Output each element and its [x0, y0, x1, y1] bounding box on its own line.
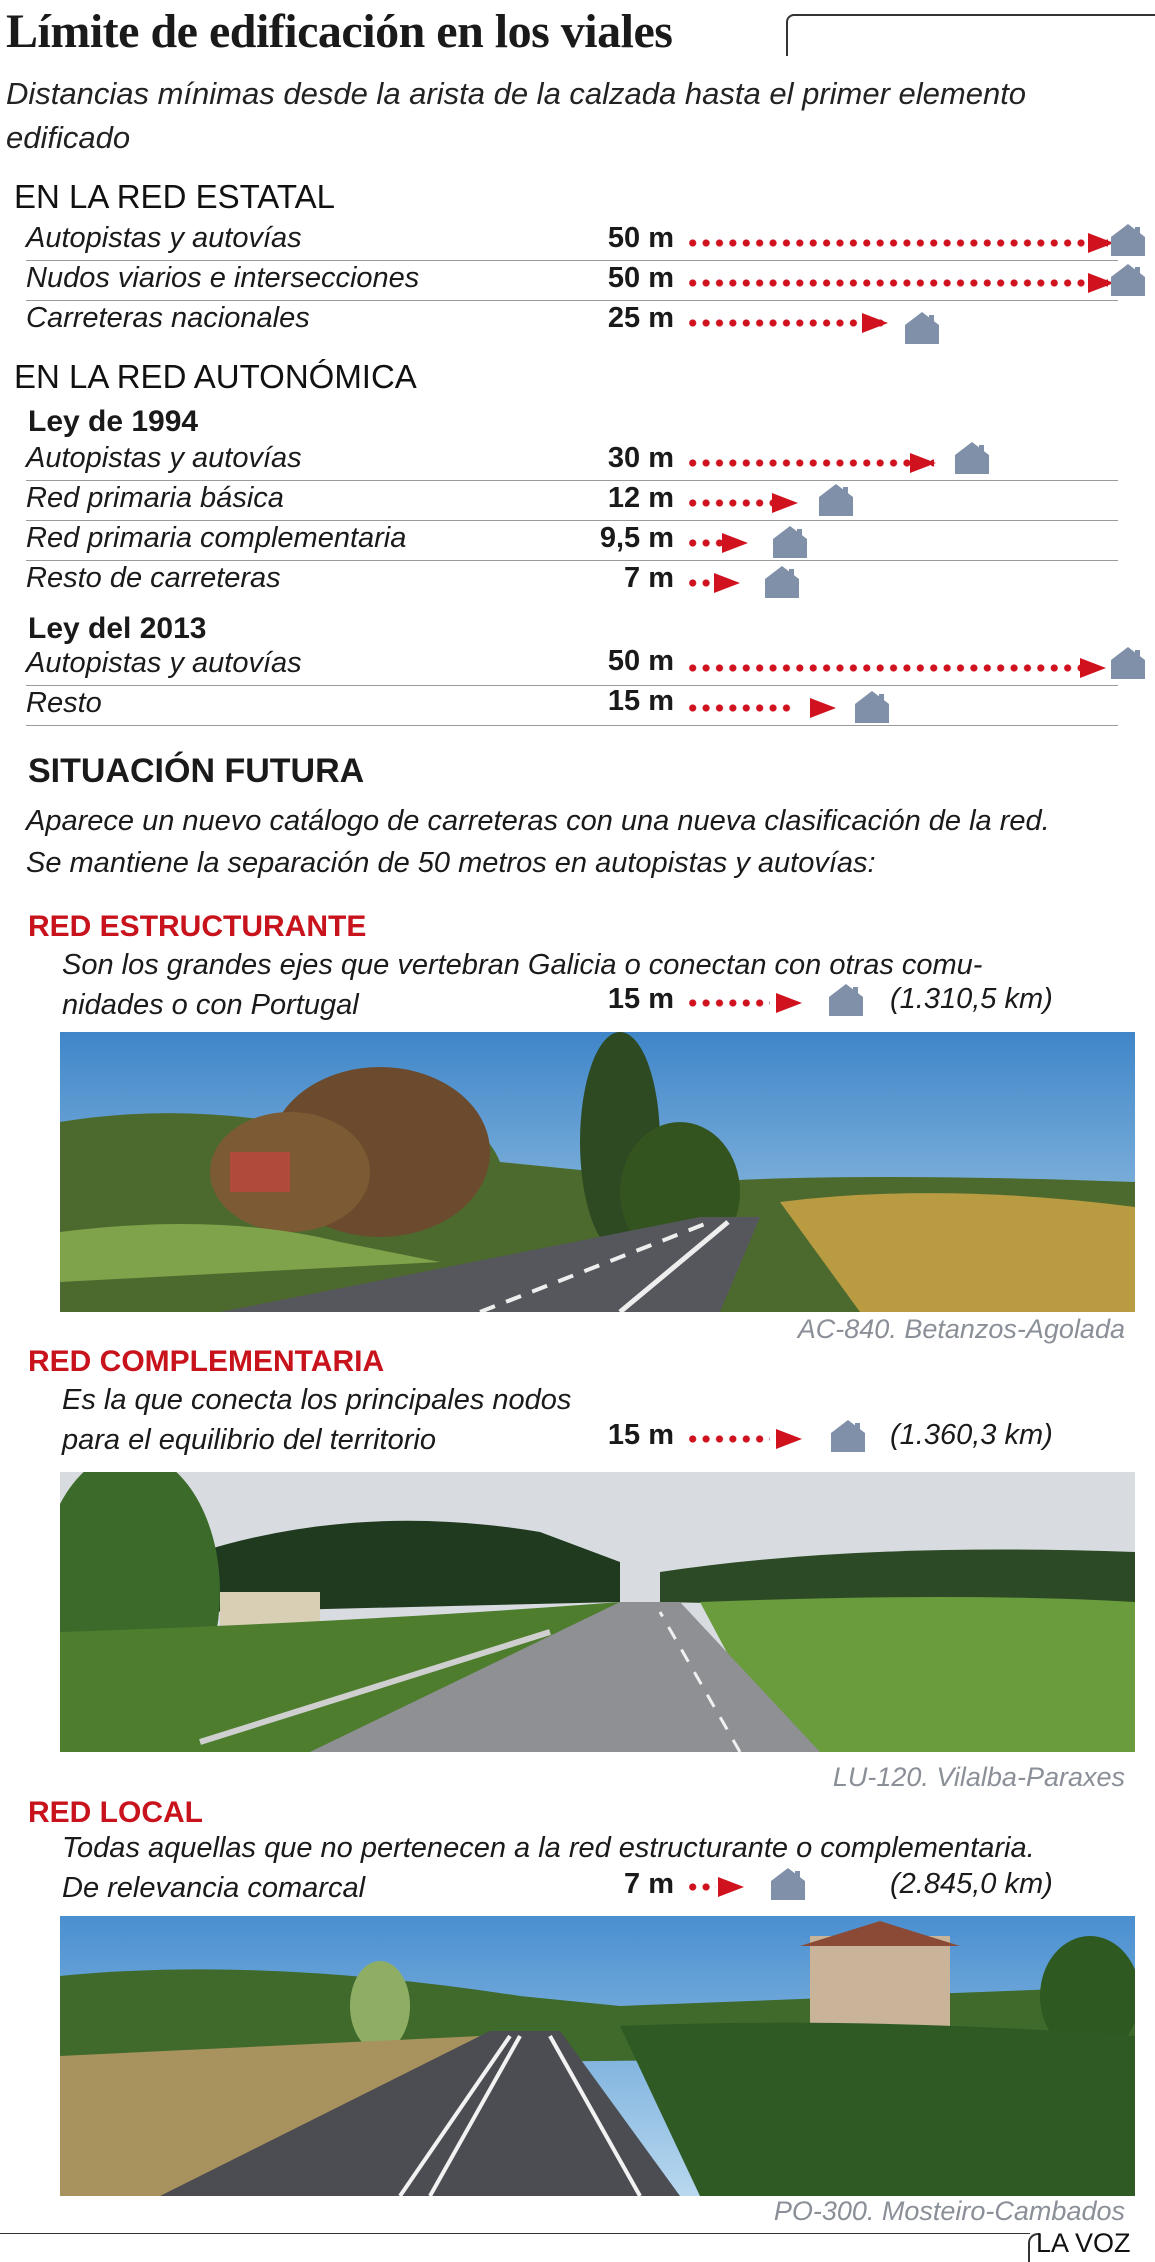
photo-po-300 [60, 1916, 1135, 2196]
dotted-arrow [686, 278, 1108, 288]
house-icon [952, 440, 992, 476]
house-icon [768, 1866, 808, 1902]
distance-value: 25 m [607, 302, 674, 334]
house-icon [828, 1418, 868, 1454]
row-estatal-nacionales [26, 300, 1118, 340]
subheading-ley-1994: Ley de 1994 [28, 405, 199, 438]
row-label: Resto de carreteras [26, 562, 281, 594]
desc-line: Es la que conecta los principales nodos [62, 1384, 572, 1416]
row-2013-autopistas [26, 645, 1118, 685]
dotted-arrow [686, 498, 776, 508]
dotted-arrow [686, 1882, 716, 1892]
distance-value: 50 m [607, 222, 674, 254]
page-title: Límite de edificación en los viales [6, 5, 673, 58]
row-label: Autopistas y autovías [26, 442, 302, 474]
dotted-arrow [686, 703, 792, 713]
row-label: Autopistas y autovías [26, 647, 302, 679]
house-icon [1108, 222, 1148, 258]
page-subtitle: Distancias mínimas desde la arista de la calzada hasta el primer elemento edificado [6, 76, 1027, 155]
network-length: (1.360,3 km) [890, 1419, 1053, 1451]
desc-line: De relevancia comarcal [62, 1872, 366, 1904]
row-estatal-autopistas [26, 220, 1118, 260]
dotted-arrow [686, 318, 884, 328]
section-heading-estatal: EN LA RED ESTATAL [14, 178, 335, 215]
distance-value: 7 m [624, 1868, 674, 1900]
road-photo-illustration [60, 1032, 1135, 1312]
red-local-heading: RED LOCAL [28, 1796, 203, 1829]
road-photo-illustration [60, 1472, 1135, 1752]
house-icon [770, 524, 810, 560]
house-icon [1108, 645, 1148, 681]
network-length: (2.845,0 km) [890, 1868, 1053, 1900]
arrow-head [776, 993, 802, 1013]
arrow-head [722, 533, 748, 553]
row-2013-resto [26, 685, 1118, 725]
arrow-head [910, 453, 936, 473]
photo-caption: LU-120. Vilalba-Paraxes [832, 1762, 1125, 1792]
photo-caption: PO-300. Mosteiro-Cambados [773, 2196, 1125, 2226]
network-length: (1.310,5 km) [890, 983, 1053, 1015]
red-estructurante-heading: RED ESTRUCTURANTE [28, 910, 367, 943]
arrow-head [772, 493, 798, 513]
section-heading-autonomica: EN LA RED AUTONÓMICA [14, 358, 417, 395]
row-estatal-nudos [26, 260, 1118, 300]
arrow-head [776, 1429, 802, 1449]
dotted-arrow [686, 998, 770, 1008]
house-icon [902, 310, 942, 346]
road-photo-illustration [60, 1916, 1135, 2196]
title-rule [786, 14, 1155, 56]
house-icon [816, 482, 856, 518]
red-complementaria-desc [62, 1380, 571, 1460]
red-complementaria-heading: RED COMPLEMENTARIA [28, 1345, 385, 1378]
dotted-arrow [686, 458, 934, 468]
distance-value: 12 m [607, 482, 674, 514]
house-icon [762, 564, 802, 600]
arrow-head [1080, 658, 1106, 678]
distance-value: 15 m [607, 685, 674, 717]
photo-ac-840 [60, 1032, 1135, 1312]
subheading-ley-2013: Ley del 2013 [28, 612, 207, 645]
dotted-arrow [686, 1434, 770, 1444]
row-1994-primaria-complementaria [26, 520, 1118, 560]
arrow-head [718, 1877, 744, 1897]
future-description [26, 800, 1146, 884]
distance-value: 7 m [624, 562, 674, 594]
desc-line: para el equilibrio del territorio [62, 1424, 436, 1456]
row-1994-autopistas [26, 440, 1118, 480]
house-icon [852, 689, 892, 725]
future-heading: SITUACIÓN FUTURA [28, 752, 365, 790]
dotted-arrow [686, 538, 726, 548]
footer-rule [0, 2233, 1030, 2234]
row-label: Carreteras nacionales [26, 302, 310, 334]
desc-line: Todas aquellas que no pertenecen a la red estructurante o complementaria. [62, 1832, 1035, 1864]
arrow-head [714, 573, 740, 593]
house-icon [1108, 262, 1148, 298]
dotted-arrow [686, 578, 716, 588]
arrow-head [862, 313, 888, 333]
house-icon [826, 982, 866, 1018]
future-text-line: Aparece un nuevo catálogo de carreteras con una nueva clasificación de la red. [26, 805, 1050, 837]
dotted-arrow [686, 663, 1090, 673]
row-label: Red primaria complementaria [26, 522, 407, 554]
dotted-arrow [686, 238, 1108, 248]
distance-value: 50 m [607, 262, 674, 294]
row-label: Nudos viarios e intersecciones [26, 262, 420, 294]
row-divider [26, 725, 1118, 726]
arrow-head [810, 698, 836, 718]
row-label: Resto [26, 687, 102, 719]
distance-value: 9,5 m [599, 522, 674, 554]
photo-caption: AC-840. Betanzos-Agolada [797, 1314, 1125, 1344]
distance-value: 15 m [607, 1419, 674, 1451]
desc-line: Son los grandes ejes que vertebran Galicia o conectan con otras comu- [62, 949, 983, 981]
row-1994-resto [26, 560, 1118, 600]
row-label: Autopistas y autovías [26, 222, 302, 254]
desc-line: nidades o con Portugal [62, 989, 359, 1021]
distance-value: 15 m [607, 983, 674, 1015]
row-1994-primaria-basica [26, 480, 1118, 520]
future-text-line: Se mantiene la separación de 50 metros en autopistas y autovías: [26, 847, 876, 879]
distance-value: 50 m [607, 645, 674, 677]
publisher-logo: LA VOZ [1036, 2228, 1131, 2258]
distance-value: 30 m [607, 442, 674, 474]
photo-lu-120 [60, 1472, 1135, 1752]
row-label: Red primaria básica [26, 482, 284, 514]
